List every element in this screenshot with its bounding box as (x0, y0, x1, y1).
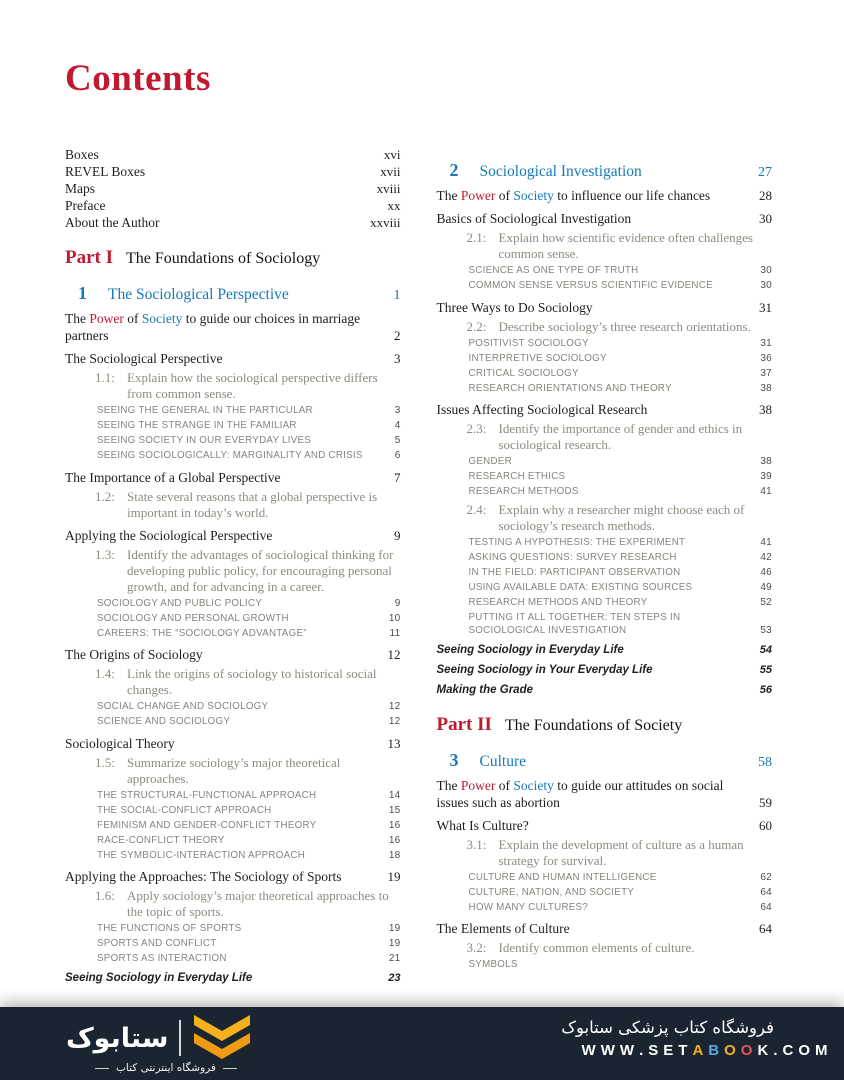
toc-sub-entry (65, 819, 401, 833)
text-span: to guide our attitudes on social issues such as abortion (436, 777, 724, 810)
feature-entry (437, 643, 773, 658)
entry-text: POSITIVIST SOCIOLOGY (468, 337, 589, 349)
front-matter-entry (65, 214, 401, 231)
toc-entry (65, 735, 401, 752)
page-number: xxviii (370, 215, 401, 230)
learning-objective (65, 370, 401, 402)
url-letter: C (782, 1042, 794, 1059)
page-number: 18 (388, 849, 401, 861)
chapter-title: Culture (479, 752, 526, 770)
chapter-heading (437, 750, 773, 771)
toc-sub-entry (437, 551, 773, 565)
entry-text: The Sociological Perspective (65, 351, 223, 366)
entry-text: SPORTS AND CONFLICT (97, 938, 217, 949)
url-letter: . (773, 1042, 778, 1059)
footer-right (561, 1018, 830, 1060)
toc-sub-entry (437, 871, 773, 885)
objective-number: 2.1: (466, 230, 487, 245)
footer-bar (0, 1007, 844, 1080)
page-number: 19 (388, 938, 401, 949)
toc-sub-entry (437, 886, 773, 900)
page-number: 28 (759, 188, 772, 203)
objective-number: 3.1: (466, 836, 487, 852)
page-number: 4 (394, 420, 401, 431)
page-number: 38 (759, 402, 772, 417)
entry-text: INTERPRETIVE SOCIOLOGY (468, 352, 607, 364)
page-number: 39 (760, 471, 772, 482)
page-number: 53 (760, 625, 772, 636)
toc-sub-entry (65, 700, 401, 714)
objective-number: 1.6: (95, 888, 115, 903)
page-number: 49 (760, 581, 772, 593)
toc-sub-entry (65, 404, 401, 418)
learning-objective (65, 489, 401, 521)
page-number: 23 (388, 971, 401, 984)
logo-tagline: فروشگاه اینترنتی کتاب (116, 1062, 216, 1074)
entry-text: RACE-CONFLICT THEORY (97, 834, 225, 846)
page-number: 15 (388, 804, 401, 816)
text-span: of (123, 311, 142, 326)
front-matter-entry (65, 163, 401, 180)
entry-text: The Origins of Sociology (65, 647, 203, 662)
page-number: 30 (759, 211, 772, 226)
page-number: 9 (394, 597, 401, 609)
page-number: 30 (760, 280, 772, 291)
toc-sub-entry (65, 849, 401, 863)
page-number: 3 (394, 405, 401, 416)
logo-tagline-row (66, 1062, 266, 1074)
entry-text: REVEL Boxes (65, 164, 146, 179)
entry-text: Preface (65, 198, 106, 213)
toc-sub-entry (437, 566, 773, 580)
page-number: 21 (388, 953, 401, 964)
url-letter: B (708, 1042, 720, 1059)
learning-objective (65, 755, 401, 787)
page-number: 38 (760, 382, 772, 394)
page-number: 42 (760, 551, 772, 563)
front-matter-entry (65, 180, 401, 197)
footer-shop-name: فروشگاه کتاب پزشکی ستابوک (561, 1018, 774, 1037)
learning-objective (65, 888, 401, 920)
chapter-page-number: 58 (758, 754, 772, 770)
page-number: 6 (394, 450, 401, 461)
toc-entry (65, 646, 401, 663)
entry-text: PUTTING IT ALL TOGETHER: TEN STEPS IN SOCIOLOGICAL INVESTIGATION (468, 611, 681, 636)
text-span: The (436, 188, 461, 203)
url-letter: W (619, 1042, 635, 1059)
toc-entry (437, 817, 773, 834)
page-number: xviii (376, 181, 401, 196)
entry-text: SCIENCE AS ONE TYPE OF TRUTH (468, 265, 639, 276)
toc-sub-entry (437, 536, 773, 550)
entry-text: CULTURE AND HUMAN INTELLIGENCE (468, 871, 657, 883)
page-number: 41 (760, 486, 772, 497)
entry-text: HOW MANY CULTURES? (468, 901, 589, 913)
toc-column-left (65, 146, 401, 986)
chapter-title: The Sociological Perspective (108, 286, 289, 303)
toc-entry (437, 920, 773, 937)
entry-text: The Elements of Culture (436, 921, 570, 936)
toc-sub-entry (65, 449, 401, 463)
url-letter: O (798, 1042, 810, 1059)
objective-text: Identify the advantages of sociological thinking for developing public policy, for encouraging personal growth, and for advancing in a career. (127, 546, 394, 594)
entry-text: SEEING THE STRANGE IN THE FAMILIAR (97, 420, 297, 431)
entry-text: CAREERS: THE “SOCIOLOGY ADVANTAGE” (97, 627, 307, 639)
objective-number: 2.3: (466, 421, 487, 436)
toc-sub-entry (437, 611, 773, 638)
entry-text: SEEING SOCIETY IN OUR EVERYDAY LIVES (97, 435, 312, 446)
power-of-society-entry (437, 187, 773, 204)
page-number: 64 (760, 901, 772, 913)
text-span: of (495, 777, 514, 793)
toc-sub-entry (65, 937, 401, 951)
logo-divider (179, 1020, 181, 1056)
power-entry-text (437, 777, 750, 811)
text-span: Power (89, 311, 124, 326)
page-number: 38 (760, 456, 772, 467)
page-number: 10 (388, 612, 401, 624)
toc-sub-entry (65, 922, 401, 936)
entry-text: What Is Culture? (436, 817, 529, 833)
chapter-heading (437, 160, 773, 181)
toc-columns (65, 146, 772, 986)
objective-text: Explain why a researcher might choose each of sociology’s research methods. (498, 501, 745, 533)
toc-sub-entry (65, 952, 401, 966)
entry-text: SYMBOLS (468, 959, 518, 970)
toc-sub-entry (437, 337, 773, 351)
page-number: 9 (394, 527, 401, 543)
entry-text: THE SOCIAL-CONFLICT APPROACH (97, 804, 272, 816)
entry-text: SEEING SOCIOLOGICALLY: MARGINALITY AND CRISIS (97, 450, 363, 461)
entry-text: Basics of Sociological Investigation (436, 211, 632, 226)
entry-text: RESEARCH METHODS (468, 486, 579, 497)
page-number: 11 (389, 627, 401, 639)
page-number: xx (387, 198, 401, 213)
url-letter: W (581, 1042, 596, 1059)
page-number: 60 (759, 817, 772, 833)
text-span: to influence our life chances (553, 188, 711, 203)
toc-entry (437, 210, 773, 227)
objective-number: 1.1: (95, 370, 115, 385)
objective-number: 1.2: (95, 488, 115, 504)
objective-text: Describe sociology’s three research orientations. (498, 318, 751, 334)
power-of-society-entry (65, 310, 401, 344)
entry-text: The Importance of a Global Perspective (65, 469, 281, 485)
page-number: 19 (388, 923, 401, 934)
url-letter: A (692, 1042, 704, 1059)
page-number: 12 (387, 647, 401, 662)
entry-text: Applying the Approaches: The Sociology of Sports (65, 869, 342, 884)
entry-text: RESEARCH ORIENTATIONS AND THEORY (468, 382, 672, 394)
toc-sub-entry (437, 455, 773, 469)
page-number: 36 (760, 352, 772, 364)
text-span: Power (460, 188, 496, 203)
page-number: 16 (388, 819, 401, 831)
entry-text: Sociological Theory (65, 735, 175, 751)
learning-objective (437, 502, 773, 534)
entry-text: Issues Affecting Sociological Research (436, 402, 648, 417)
url-letter: O (724, 1042, 736, 1059)
entry-text: RESEARCH METHODS AND THEORY (468, 596, 648, 608)
page-number: 54 (759, 643, 772, 656)
entry-text: THE SYMBOLIC-INTERACTION APPROACH (97, 849, 306, 861)
page-number: 55 (759, 663, 772, 676)
toc-sub-entry (437, 596, 773, 610)
learning-objective (437, 319, 773, 335)
front-matter-entry (65, 197, 401, 214)
page-number: xvi (383, 147, 401, 162)
page-number: 52 (760, 596, 772, 608)
toc-sub-entry (65, 804, 401, 818)
toc-sub-entry (437, 352, 773, 366)
toc-sub-entry (437, 581, 773, 595)
toc-sub-entry (437, 485, 773, 499)
entry-text: SPORTS AS INTERACTION (97, 953, 227, 964)
page-number: 14 (388, 789, 401, 801)
entry-text: About the Author (65, 215, 160, 230)
page-number: 31 (759, 299, 772, 315)
front-matter-entry (65, 146, 401, 163)
toc-sub-entry (65, 834, 401, 848)
feature-entry (437, 683, 773, 698)
objective-number: 2.2: (466, 318, 487, 334)
entry-text: COMMON SENSE VERSUS SCIENTIFIC EVIDENCE (468, 280, 713, 291)
part-heading (437, 714, 773, 736)
toc-sub-entry (65, 715, 401, 729)
toc-column-right (437, 146, 773, 986)
entry-text: Maps (65, 181, 95, 196)
page-number: 19 (387, 869, 401, 884)
page-number: 41 (760, 536, 772, 548)
toc-entry (65, 350, 401, 367)
chapter-number: 3 (449, 749, 459, 770)
url-letter: K (757, 1042, 769, 1059)
toc-sub-entry (65, 612, 401, 626)
entry-text: Seeing Sociology in Everyday Life (436, 643, 624, 656)
page-number: 16 (388, 834, 401, 846)
double-chevron-logo-icon (192, 1015, 252, 1061)
learning-objective (437, 940, 773, 956)
toc-sub-entry (437, 382, 773, 396)
toc-sub-entry (437, 279, 773, 293)
url-letter: T (678, 1042, 688, 1059)
chapter-page-number: 27 (758, 165, 772, 180)
page-number: 31 (760, 337, 772, 349)
chapter-page-number: 1 (393, 288, 401, 303)
toc-entry (437, 299, 773, 316)
toc-entry (65, 868, 401, 885)
url-letter: S (648, 1042, 659, 1059)
entry-text: THE STRUCTURAL-FUNCTIONAL APPROACH (97, 789, 317, 801)
chapter-number: 2 (449, 160, 459, 180)
objective-text: State several reasons that a global perspective is important in today’s world. (127, 488, 378, 520)
part-heading (65, 247, 401, 269)
url-letter: . (639, 1042, 644, 1059)
entry-text: Applying the Sociological Perspective (65, 527, 273, 543)
page-number: 64 (760, 886, 772, 898)
objective-text: Link the origins of sociology to historical social changes. (127, 666, 377, 697)
entry-text: RESEARCH ETHICS (468, 471, 566, 482)
entry-text: SOCIOLOGY AND PERSONAL GROWTH (97, 612, 289, 624)
entry-text: Boxes (65, 147, 99, 162)
part-label: Part I (65, 247, 114, 268)
page-number: 12 (388, 716, 401, 727)
toc-sub-entry (65, 419, 401, 433)
part-label: Part II (436, 713, 492, 735)
chapter-number: 1 (78, 283, 87, 303)
logo-wordmark: ستابوک (66, 1022, 169, 1054)
url-letter: O (740, 1042, 753, 1059)
url-letter: W (600, 1042, 615, 1059)
tagline-dash-left (95, 1068, 109, 1069)
logo-row (66, 1015, 266, 1061)
power-of-society-entry (437, 777, 773, 811)
text-span: Society (141, 311, 183, 326)
learning-objective (65, 547, 401, 595)
toc-sub-entry (437, 264, 773, 278)
objective-text: Summarize sociology’s major theoretical approaches. (127, 754, 341, 786)
objective-number: 1.5: (95, 754, 115, 770)
page-number: 64 (759, 921, 772, 936)
toc-sub-entry (437, 901, 773, 915)
page-number: 56 (759, 683, 772, 696)
chapter-heading (65, 283, 401, 304)
part-title: The Foundations of Society (504, 716, 683, 734)
toc-sub-entry (437, 367, 773, 381)
toc-sub-entry (65, 627, 401, 641)
page-number: 62 (760, 871, 772, 883)
footer-logo[interactable] (66, 1015, 266, 1074)
toc-entry (65, 527, 401, 544)
page-number: 13 (387, 735, 401, 751)
entry-text: ASKING QUESTIONS: SURVEY RESEARCH (468, 551, 677, 563)
objective-text: Apply sociology’s major theoretical approaches to the topic of sports. (127, 888, 389, 919)
entry-text: CRITICAL SOCIOLOGY (468, 367, 579, 379)
toc-sub-entry (437, 958, 773, 972)
text-span: of (495, 188, 514, 203)
power-entry-text (65, 310, 384, 344)
objective-number: 2.4: (466, 501, 487, 517)
page-title: Contents (65, 58, 211, 99)
page-number: 37 (760, 367, 772, 379)
text-span: The (436, 777, 461, 793)
entry-text: Seeing Sociology in Everyday Life (65, 971, 253, 984)
learning-objective (437, 837, 773, 869)
entry-text: SEEING THE GENERAL IN THE PARTICULAR (97, 405, 313, 416)
entry-text: USING AVAILABLE DATA: EXISTING SOURCES (468, 581, 693, 593)
page-number: xvii (380, 164, 401, 179)
page-number: 5 (394, 435, 401, 446)
objective-number: 3.2: (466, 940, 487, 955)
entry-text: SOCIAL CHANGE AND SOCIOLOGY (97, 701, 269, 712)
page-number: 46 (760, 566, 772, 578)
entry-text: TESTING A HYPOTHESIS: THE EXPERIMENT (468, 536, 686, 548)
page-number: 3 (394, 351, 401, 366)
objective-text: Identify the importance of gender and ethics in sociological research. (498, 421, 743, 452)
entry-text: FEMINISM AND GENDER-CONFLICT THEORY (97, 819, 317, 831)
page-number: 59 (759, 794, 772, 810)
entry-text: SOCIOLOGY AND PUBLIC POLICY (97, 597, 263, 609)
entry-text: SCIENCE AND SOCIOLOGY (97, 716, 231, 727)
power-entry-text (437, 187, 750, 204)
feature-entry (437, 663, 773, 678)
learning-objective (437, 230, 773, 262)
entry-text: THE FUNCTIONS OF SPORTS (97, 923, 242, 934)
text-span: to guide our choices in marriage partners (65, 311, 361, 343)
toc-entry (65, 469, 401, 486)
text-span: Society (513, 777, 554, 793)
entry-text: Three Ways to Do Sociology (436, 299, 593, 315)
toc-entry (437, 401, 773, 418)
page-number: 30 (760, 265, 772, 276)
objective-text: Identify common elements of culture. (498, 940, 695, 955)
objective-text: Explain how the sociological perspective differs from common sense. (127, 370, 378, 401)
text-span: The (65, 311, 90, 326)
objective-text: Explain the development of culture as a human strategy for survival. (498, 836, 744, 868)
chapter-title: Sociological Investigation (479, 163, 642, 180)
url-letter: E (663, 1042, 674, 1059)
entry-text: Seeing Sociology in Your Everyday Life (436, 663, 653, 676)
learning-objective (437, 421, 773, 453)
page-number: 2 (394, 328, 401, 343)
toc-sub-entry (65, 434, 401, 448)
tagline-dash-right (223, 1068, 237, 1069)
page-number: 12 (388, 701, 401, 712)
text-span: Power (460, 777, 496, 793)
page-number: 7 (394, 469, 401, 485)
entry-text: GENDER (468, 456, 512, 467)
toc-sub-entry (65, 597, 401, 611)
toc-sub-entry (437, 470, 773, 484)
objective-number: 1.3: (95, 546, 115, 562)
feature-entry (65, 971, 401, 986)
footer-url[interactable] (579, 1042, 830, 1060)
entry-text: CULTURE, NATION, AND SOCIETY (468, 886, 635, 898)
objective-number: 1.4: (95, 666, 115, 681)
objective-text: Explain how scientific evidence often challenges common sense. (498, 230, 753, 261)
entry-text: IN THE FIELD: PARTICIPANT OBSERVATION (468, 566, 681, 578)
learning-objective (65, 666, 401, 698)
part-title: The Foundations of Sociology (126, 250, 321, 267)
url-letter: M (815, 1042, 828, 1059)
text-span: Society (513, 188, 554, 203)
entry-text: Making the Grade (436, 683, 533, 696)
toc-sub-entry (65, 789, 401, 803)
